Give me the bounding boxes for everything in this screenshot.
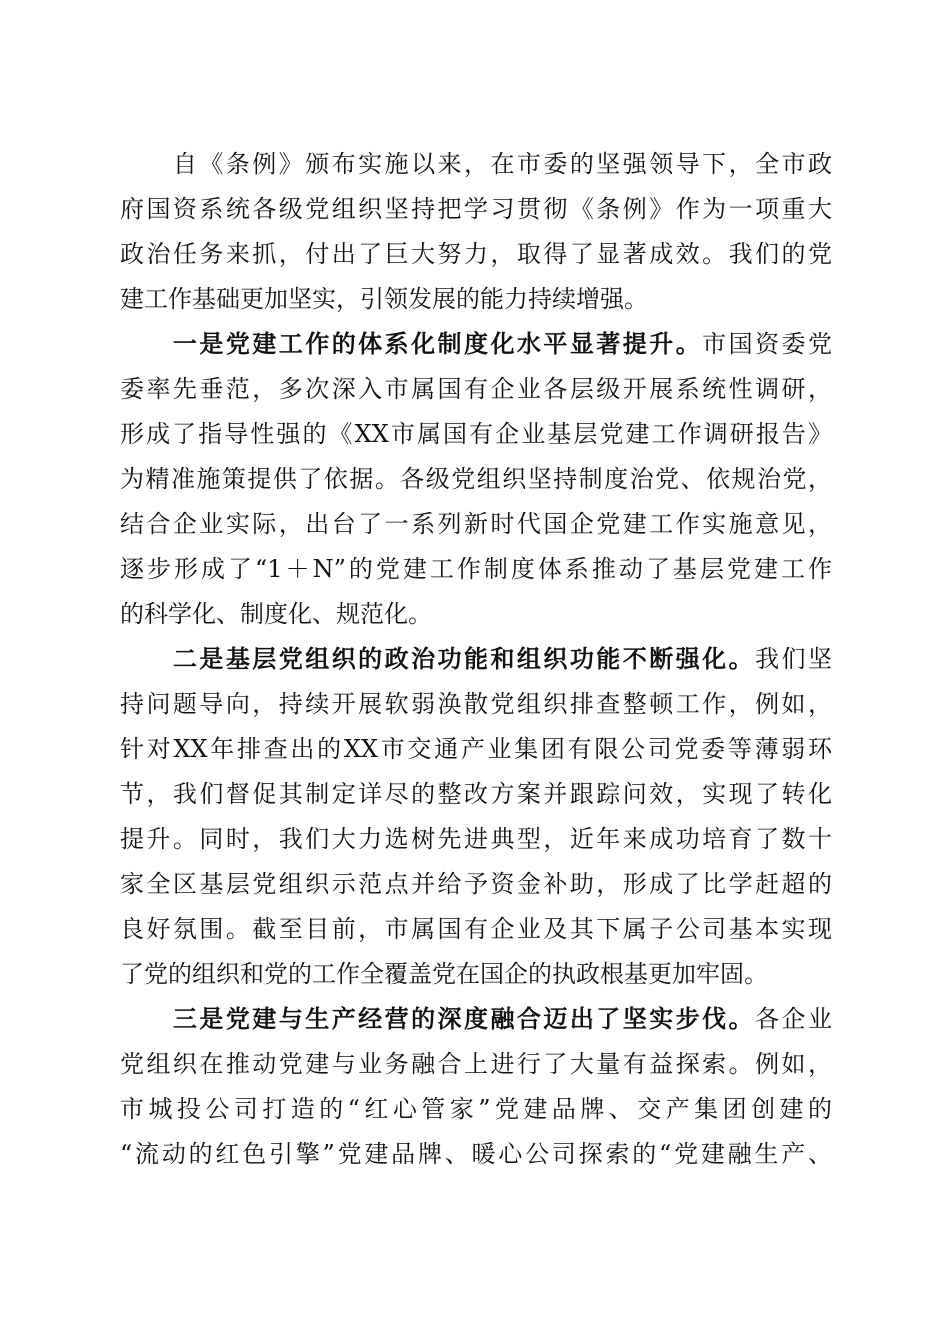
text-line: 为精准施策提供了依据。各级党组织坚持制度治党、依规治党， [120,465,832,493]
text-line: 的科学化、制度化、规范化。 [120,600,432,628]
text-fragment: 各企业 [755,1005,833,1033]
text-line [120,997,832,1042]
text-line: “流动的红色引擎”党建品牌、暖心公司探索的“党建融生产、 [120,1140,832,1168]
text-line: 持问题导向，持续开展软弱涣散党组织排查整顿工作，例如， [120,690,832,718]
text-line: 家全区基层党组织示范点并给予资金补助，形成了比学赶超的 [120,870,832,898]
text-line [120,637,832,682]
text-line: 党组织在推动党建与业务融合上进行了大量有益探索。例如， [120,1050,832,1078]
text-line: 良好氛围。截至目前，市属国有企业及其下属子公司基本实现 [120,915,832,943]
text-line: 政治任务来抓，付出了巨大努力，取得了显著成效。我们的党 [120,240,832,268]
paragraph-lead-heading: 一是党建工作的体系化制度化水平显著提升。 [120,330,703,358]
text-line: 针对XX年排查出的XX市交通产业集团有限公司党委等薄弱环 [120,735,832,763]
text-line [120,322,832,367]
paragraph-point-three [120,997,832,1177]
text-fragment: 市国资委党 [702,330,833,358]
paragraph-point-one [120,322,832,637]
text-line: 府国资系统各级党组织坚持把学习贯彻《条例》作为一项重大 [120,195,832,223]
text-line: 节，我们督促其制定详尽的整改方案并跟踪问效，实现了转化 [120,780,832,808]
paragraph-lead-heading: 二是基层党组织的政治功能和组织功能不断强化。 [120,645,756,673]
text-fragment: 我们坚 [755,645,833,673]
document-body [120,142,832,1177]
paragraph-lead-heading: 三是党建与生产经营的深度融合迈出了坚实步伐。 [120,1005,756,1033]
text-line: 结合企业实际，出台了一系列新时代国企党建工作实施意见， [120,510,832,538]
text-line: 逐步形成了“1＋N”的党建工作制度体系推动了基层党建工作 [120,555,832,583]
paragraph-intro [120,142,832,322]
text-line: 提升。同时，我们大力选树先进典型，近年来成功培育了数十 [120,825,832,853]
text-line: 建工作基础更加坚实，引领发展的能力持续增强。 [120,285,648,313]
paragraph-point-two [120,637,832,997]
text-line: 形成了指导性强的《XX市属国有企业基层党建工作调研报告》 [120,420,832,448]
text-line: 市城投公司打造的“红心管家”党建品牌、交产集团创建的 [120,1095,832,1123]
text-line: 委率先垂范，多次深入市属国有企业各层级开展系统性调研， [120,375,832,403]
text-line: 自《条例》颁布实施以来，在市委的坚强领导下，全市政 [120,150,832,178]
text-line: 了党的组织和党的工作全覆盖党在国企的执政根基更加牢固。 [120,960,768,988]
